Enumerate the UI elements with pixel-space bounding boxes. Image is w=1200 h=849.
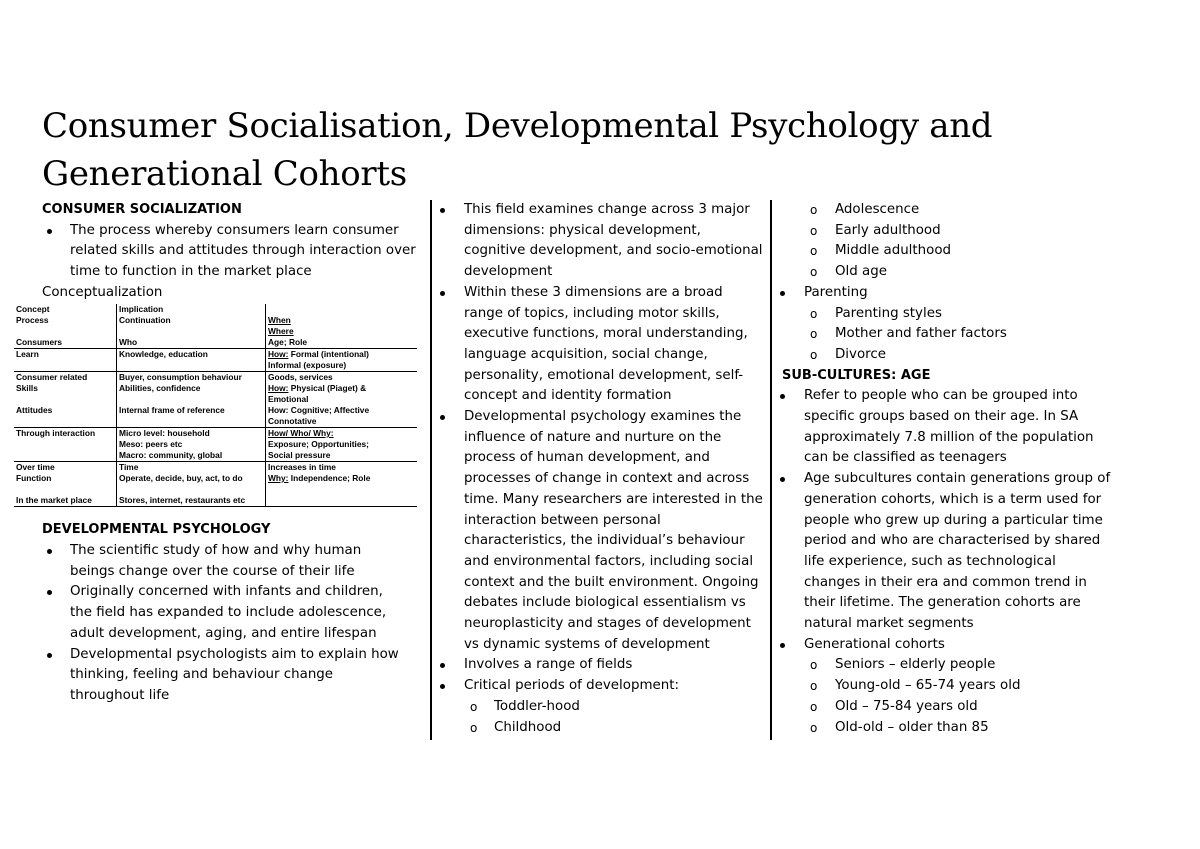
table-cell-line: Macro: community, global bbox=[119, 450, 223, 460]
sub-list-item: o Old – 75-84 years old bbox=[776, 697, 1111, 718]
table-cell-line: Learn bbox=[16, 349, 39, 359]
sub-list-item: o Parenting styles bbox=[776, 304, 1111, 325]
sub-list-item: o Childhood bbox=[437, 718, 765, 739]
table-cell-line: Attitudes bbox=[16, 405, 53, 415]
sub-list-cohorts bbox=[776, 655, 1111, 738]
table-cell-line: Stores, internet, restaurants etc bbox=[119, 495, 246, 505]
table-cell-line bbox=[16, 484, 114, 495]
sub-list-item: o Old-old – older than 85 bbox=[776, 718, 1111, 739]
table-cell-line: Skills bbox=[16, 383, 38, 393]
table-cell-line: How: Formal (intentional) bbox=[268, 349, 369, 359]
table-cell bbox=[266, 349, 418, 372]
table-cell-line: Buyer, consumption behaviour bbox=[119, 372, 242, 382]
column-divider bbox=[430, 200, 432, 740]
table-cell bbox=[117, 428, 266, 462]
table-cell-line bbox=[119, 484, 263, 495]
table-cell bbox=[14, 349, 117, 372]
sub-list-item: o Toddler-hood bbox=[437, 697, 765, 718]
table-cell-line bbox=[16, 394, 114, 405]
table-cell-line bbox=[16, 326, 114, 337]
table-cell bbox=[117, 462, 266, 507]
sub-list-stages bbox=[776, 200, 1111, 283]
table-cell-line: Function bbox=[16, 473, 52, 483]
table-cell-line: How: Physical (Piaget) & bbox=[268, 383, 367, 393]
column-consumer-socialization bbox=[42, 200, 427, 304]
table-cell bbox=[14, 315, 117, 349]
column-divider bbox=[770, 200, 772, 740]
column-subcultures bbox=[776, 200, 1111, 738]
table-header-concept: Concept bbox=[16, 304, 50, 314]
section-heading-consumer-socialization: CONSUMER SOCIALIZATION bbox=[42, 202, 242, 217]
document-title: Consumer Socialisation, Developmental Psychology and Generational Cohorts bbox=[42, 106, 993, 194]
table-cell-line: Increases in time bbox=[268, 462, 336, 472]
table-cell-line: Operate, decide, buy, act, to do bbox=[119, 473, 243, 483]
developmental-psychology-list bbox=[42, 541, 404, 707]
table-cell-line bbox=[119, 326, 263, 337]
section-heading-developmental-psychology: DEVELOPMENTAL PSYCHOLOGY bbox=[42, 522, 271, 537]
table-cell-line: Internal frame of reference bbox=[119, 405, 225, 415]
table-cell-line: Age; Role bbox=[268, 337, 308, 347]
table-cell-line: Through interaction bbox=[16, 428, 96, 438]
list-item: Involves a range of fields bbox=[437, 655, 765, 676]
sub-list-item: o Old age bbox=[776, 262, 1111, 283]
table-cell-line: Time bbox=[119, 462, 139, 472]
list-item: Developmental psychology examines the influence of nature and nurture on the process of human development, and processes of change in context and across time. Many researchers are interested in the interaction between personal characteristics, the individual’s behaviour and environmental factors, including social context and the built environment. Ongoing debates include biological essentialism vs neuroplasticity and stages of development vs dynamic systems of development bbox=[437, 407, 765, 655]
table-cell-line: In the market place bbox=[16, 495, 92, 505]
table-cell bbox=[266, 315, 418, 349]
sub-list-item: o Mother and father factors bbox=[776, 324, 1111, 345]
table-cell-line: Exposure; Opportunities; bbox=[268, 439, 369, 449]
list-item: Refer to people who can be grouped into specific groups based on their age. In SA approximately 7.8 million of the population can be classified as teenagers bbox=[776, 386, 1111, 469]
table-row bbox=[14, 462, 417, 507]
table-header-implication: Implication bbox=[117, 304, 266, 315]
table-cell bbox=[266, 462, 418, 507]
list-item: Developmental psychologists aim to explain how thinking, feeling and behaviour change throughout life bbox=[42, 645, 404, 707]
table-cell-line: Over time bbox=[16, 462, 55, 472]
table-body bbox=[14, 315, 417, 507]
sub-list bbox=[437, 697, 765, 738]
table-row bbox=[14, 315, 417, 349]
table-cell bbox=[14, 462, 117, 507]
sub-list-parenting bbox=[776, 304, 1111, 366]
table-cell bbox=[117, 349, 266, 372]
sub-list-item: o Adolescence bbox=[776, 200, 1111, 221]
bullet-list bbox=[776, 386, 1111, 655]
table-cell-line: Informal (exposure) bbox=[268, 360, 347, 370]
sub-list-item: o Young-old – 65-74 years old bbox=[776, 676, 1111, 697]
table-cell-line: Meso: peers etc bbox=[119, 439, 183, 449]
list-item: This field examines change across 3 major dimensions: physical development, cognitive development, and socio-emotional development bbox=[437, 200, 765, 283]
sub-list-item: o Early adulthood bbox=[776, 221, 1111, 242]
sub-list-item: o Seniors – elderly people bbox=[776, 655, 1111, 676]
subheading-conceptualization: Conceptualization bbox=[42, 284, 163, 300]
list-item: Critical periods of development: bbox=[437, 676, 765, 697]
table-cell-line bbox=[119, 394, 263, 405]
section-heading-subcultures-age: SUB-CULTURES: AGE bbox=[782, 367, 931, 383]
table-row bbox=[14, 372, 417, 428]
bullet-list bbox=[437, 200, 765, 697]
table-cell-line: Consumer related bbox=[16, 372, 88, 382]
table-cell-line: Emotional bbox=[268, 394, 309, 404]
conceptualization-table bbox=[14, 304, 417, 507]
table-cell bbox=[14, 428, 117, 462]
table-cell bbox=[266, 372, 418, 428]
table-cell-line: Who bbox=[119, 337, 138, 347]
table-cell-line: Where bbox=[268, 326, 294, 336]
bullet-list bbox=[776, 283, 1111, 304]
table-row bbox=[14, 428, 417, 462]
column-developmental-details bbox=[437, 200, 765, 738]
table-cell-line: Knowledge, education bbox=[119, 349, 208, 359]
table-cell-line: Why: Independence; Role bbox=[268, 473, 371, 483]
table-cell-line: Goods, services bbox=[268, 372, 333, 382]
list-item: Parenting bbox=[776, 283, 1111, 304]
table-cell-line: Abilities, confidence bbox=[119, 383, 201, 393]
list-item: Age subcultures contain generations group of generation cohorts, which is a term used for people who grew up during a particular time period and who are characterised by shared life experience, such as technological changes in their era and common trend in their lifetime. The generation cohorts are natural market segments bbox=[776, 469, 1111, 635]
table-cell-line: Process bbox=[16, 315, 49, 325]
list-item: Generational cohorts bbox=[776, 635, 1111, 656]
list-item: The scientific study of how and why human beings change over the course of their life bbox=[42, 541, 404, 582]
list-item: Within these 3 dimensions are a broad range of topics, including motor skills, executive functions, moral understanding, language acquisition, social change, personality, emotional development, self-concept and identity formation bbox=[437, 283, 765, 407]
table-cell bbox=[117, 315, 266, 349]
table-cell bbox=[266, 428, 418, 462]
table-cell-line: Micro level: household bbox=[119, 428, 210, 438]
table-cell-line: How: Cognitive; Affective bbox=[268, 405, 370, 415]
sub-list-item: o Divorce bbox=[776, 345, 1111, 366]
list-item: The process whereby consumers learn consumer related skills and attitudes through interaction over time to function in the market place bbox=[42, 221, 427, 283]
table-cell bbox=[117, 372, 266, 428]
table-cell-line: When bbox=[268, 315, 291, 325]
table-cell-line: Social pressure bbox=[268, 450, 331, 460]
table-cell bbox=[14, 372, 117, 428]
table-cell-line: Connotative bbox=[268, 416, 317, 426]
list-item: Originally concerned with infants and children, the field has expanded to include adolescence, adult development, aging, and entire lifespan bbox=[42, 582, 404, 644]
table-cell-line: How/ Who/ Why: bbox=[268, 428, 334, 438]
table-row bbox=[14, 349, 417, 372]
table-cell-line: Consumers bbox=[16, 337, 63, 347]
bullet-list bbox=[42, 221, 427, 283]
table-cell-line: Continuation bbox=[119, 315, 171, 325]
sub-list-item: o Middle adulthood bbox=[776, 241, 1111, 262]
